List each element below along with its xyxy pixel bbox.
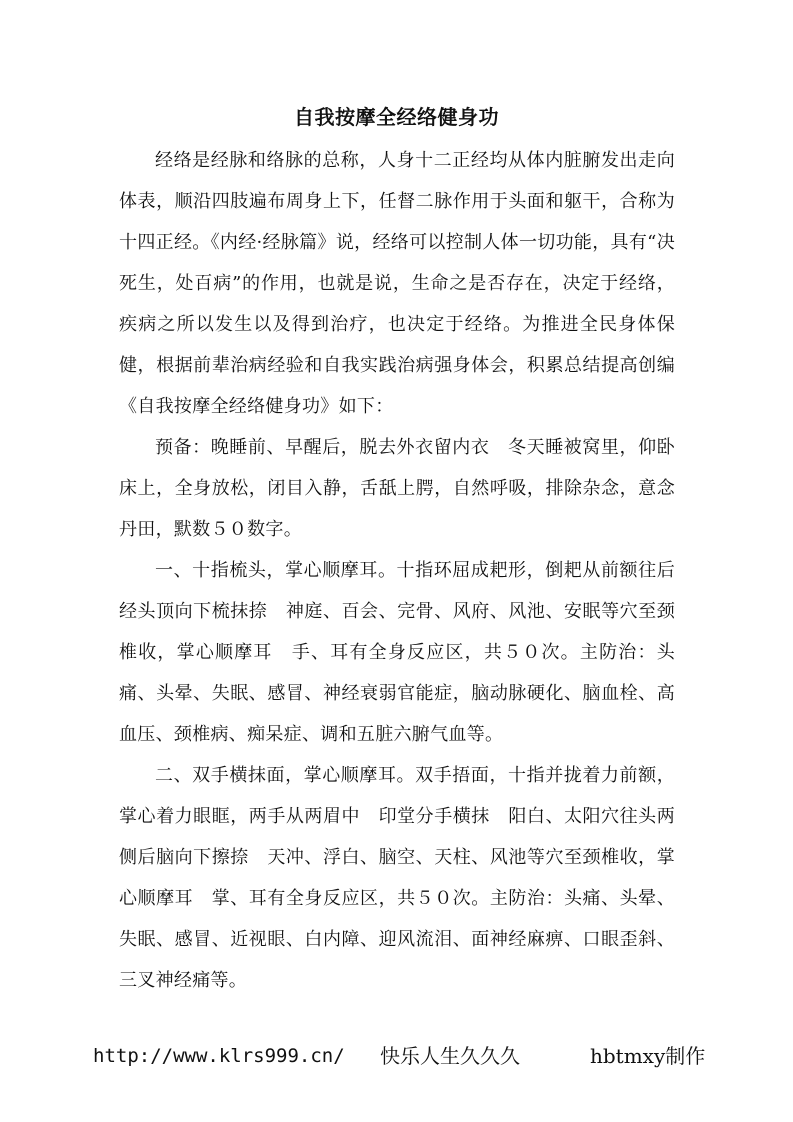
paragraph-step-two: 二、双手横抹面，掌心顺摩耳。双手捂面，十指并拢着力前额，掌心着力眼眶，两手从两眉中 印堂分手横抹 阳白、太阳穴往头两侧后脑向下擦捺 天冲、浮白、脑空、天柱、风池等穴至颈椎收，掌心顺摩耳 掌、耳有全身反应区，共５０次。主防治：头痛、头晕、失眠、感冒、近视眼、白内障、迎风流泪、面神经麻痹、口眼歪斜、三叉神经痛等。 bbox=[119, 765, 675, 991]
paragraph-preparation: 预备：晚睡前、早醒后，脱去外衣留内衣 冬天睡被窝里，仰卧床上，全身放松，闭目入静，舌舐上腭，自然呼吸，排除杂念，意念丹田，默数５０数字。 bbox=[119, 437, 675, 540]
footer-url: http://www.klrs999.cn/ bbox=[93, 1045, 345, 1067]
page-footer bbox=[0, 1036, 793, 1076]
footer-credit: hbtmxy制作 bbox=[590, 1044, 706, 1068]
paragraph-intro: 经络是经脉和络脉的总称，人身十二正经均从体内脏腑发出走向体表，顺沿四肢遍布周身上下，任督二脉作用于头面和躯干，合称为十四正经。《内经·经脉篇》说，经络可以控制人体一切功能，具有“决死生，处百病”的作用，也就是说，生命之是否存在，决定于经络，疾病之所以发生以及得到治疗，也决定于经络。为推进全民身体保健，根据前辈治病经验和自我实践治病强身体会，积累总结提高创编《自我按摩全经络健身功》如下： bbox=[119, 150, 675, 417]
footer-slogan: 快乐人生久久久 bbox=[380, 1044, 520, 1068]
paragraph-step-one: 一、十指梳头，掌心顺摩耳。十指环屈成耙形，倒耙从前额往后经头顶向下梳抹捺 神庭、百会、完骨、风府、风池、安眠等穴至颈椎收，掌心顺摩耳 手、耳有全身反应区，共５０次。主防治：头痛、头晕、失眠、感冒、神经衰弱官能症，脑动脉硬化、脑血栓、高血压、颈椎病、痴呆症、调和五脏六腑气血等。 bbox=[119, 560, 675, 745]
document-body bbox=[119, 140, 675, 1001]
document-title: 自我按摩全经络健身功 bbox=[294, 105, 499, 129]
